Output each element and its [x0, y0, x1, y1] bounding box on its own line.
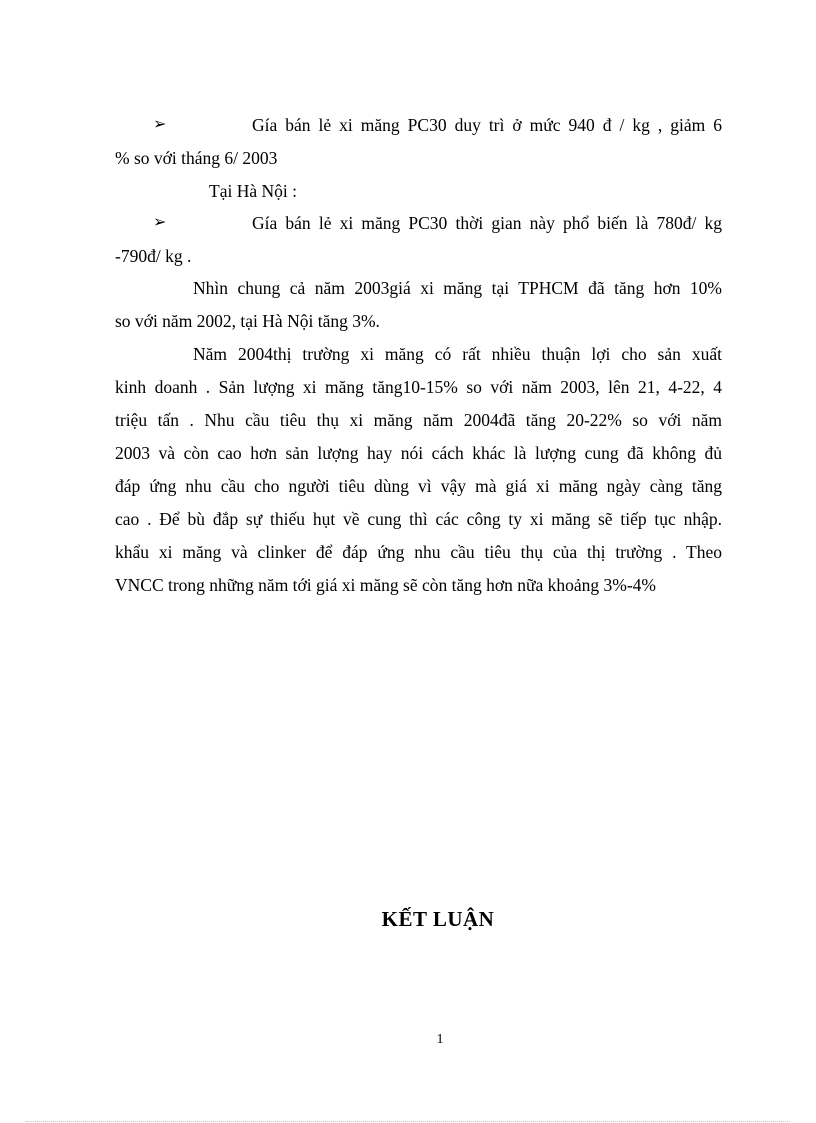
bullet-arrow-icon: ➢ [153, 212, 167, 231]
section-title: KẾT LUẬN [381, 907, 495, 931]
bullet-arrow-icon: ➢ [153, 114, 167, 133]
paragraph-1-line-2: so với năm 2002, tại Hà Nội tăng 3%. [115, 311, 380, 331]
bullet-2-line-2: -790đ/ kg . [115, 246, 192, 266]
hanoi-heading: Tại Hà Nội : [209, 181, 297, 201]
paragraph-2-line-8: VNCC trong những năm tới giá xi măng sẽ còn tăng hơn nữa khoảng 3%-4% [115, 575, 657, 595]
paragraph-2-line-3: triệu tấn . Nhu cầu tiêu thụ xi măng năm 2004đã tăng 20-22% so với năm [115, 410, 722, 430]
paragraph-2-line-6: cao . Để bù đắp sự thiếu hụt về cung thì các công ty xi măng sẽ tiếp tục nhập. [115, 509, 722, 529]
page-number: 1 [436, 1032, 444, 1047]
paragraph-2-line-1: Năm 2004thị trường xi măng có rất nhiều thuận lợi cho sản xuất [193, 344, 722, 364]
paragraph-2-line-4: 2003 và còn cao hơn sản lượng hay nói cách khác là lượng cung đã không đủ [115, 443, 722, 463]
paragraph-2-line-7: khẩu xi măng và clinker để đáp ứng nhu cầu tiêu thụ của thị trường . Theo [115, 542, 722, 562]
paragraph-2-line-2: kinh doanh . Sản lượng xi măng tăng10-15% so với năm 2003, lên 21, 4-22, 4 [115, 377, 722, 397]
bullet-1-line-1: Gía bán lẻ xi măng PC30 duy trì ở mức 940 đ / kg , giảm 6 [252, 115, 722, 135]
bullet-1-line-2: % so với tháng 6/ 2003 [115, 148, 278, 168]
paragraph-1-line-1: Nhìn chung cả năm 2003giá xi măng tại TPHCM đã tăng hơn 10% [193, 278, 722, 298]
paragraph-2-line-5: đáp ứng nhu cầu cho người tiêu dùng vì vậy mà giá xi măng ngày càng tăng [115, 476, 722, 496]
page-bottom-divider [26, 1121, 790, 1122]
bullet-2-line-1: Gía bán lẻ xi măng PC30 thời gian này phổ biến là 780đ/ kg [252, 213, 722, 233]
